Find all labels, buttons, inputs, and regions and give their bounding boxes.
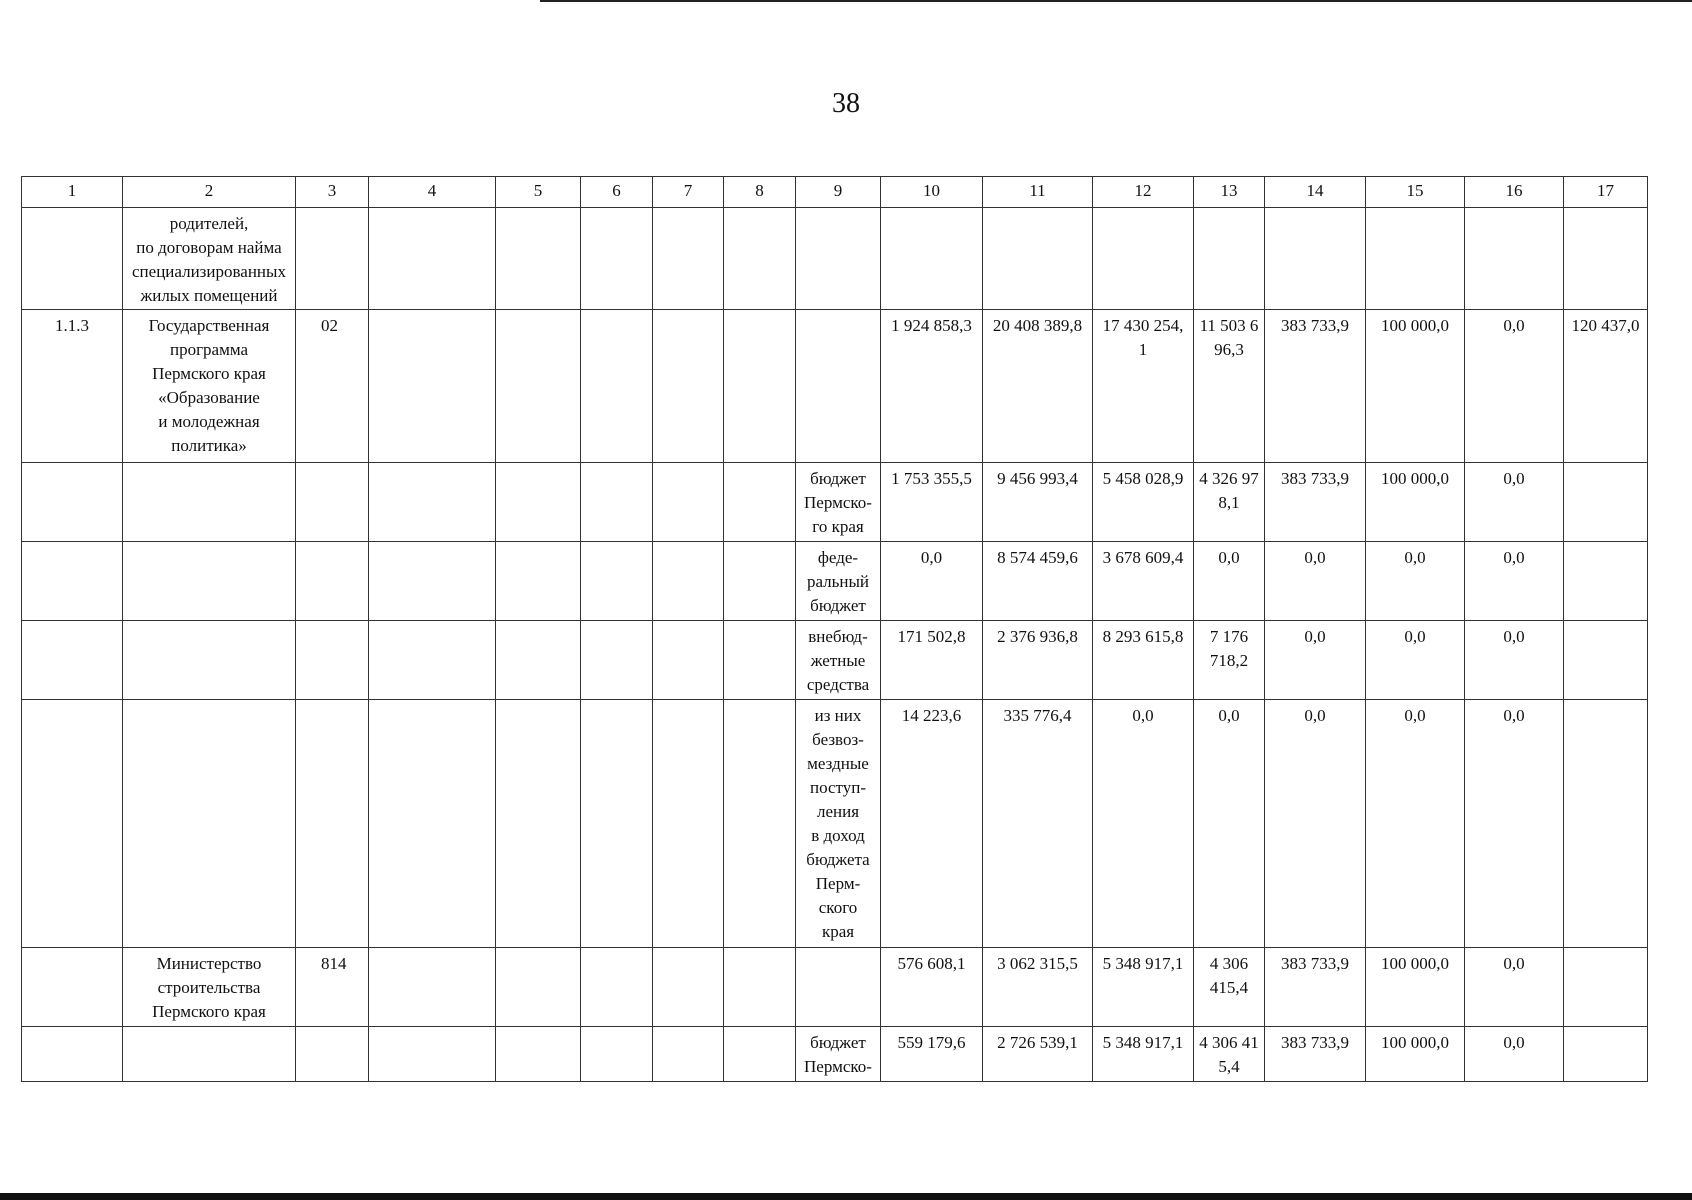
table-cell: 171 502,8 — [881, 621, 983, 700]
table-cell: 3 678 609,4 — [1093, 542, 1194, 621]
column-header: 11 — [983, 177, 1093, 208]
table-cell — [581, 208, 653, 310]
table-row — [22, 208, 1648, 310]
table-cell — [296, 463, 369, 542]
column-header: 6 — [581, 177, 653, 208]
table-cell — [983, 208, 1093, 310]
table-cell — [581, 463, 653, 542]
column-header: 8 — [724, 177, 796, 208]
table-cell: 4 306 415,4 — [1194, 948, 1265, 1027]
table-cell: 5 458 028,9 — [1093, 463, 1194, 542]
table-cell — [724, 208, 796, 310]
table-cell — [22, 700, 123, 948]
table-cell — [724, 310, 796, 463]
table-cell: 0,0 — [1265, 542, 1366, 621]
column-header: 13 — [1194, 177, 1265, 208]
table-cell — [496, 310, 581, 463]
column-header: 5 — [496, 177, 581, 208]
table-cell: 1.1.3 — [22, 310, 123, 463]
table-cell — [22, 208, 123, 310]
table-cell — [1564, 700, 1648, 948]
table-cell — [22, 621, 123, 700]
table-row — [22, 310, 1648, 463]
table-cell: 9 456 993,4 — [983, 463, 1093, 542]
table-cell: 383 733,9 — [1265, 463, 1366, 542]
table-cell: 02 — [296, 310, 369, 463]
table-cell — [123, 463, 296, 542]
table-cell — [1564, 463, 1648, 542]
table-cell: 576 608,1 — [881, 948, 983, 1027]
table-cell — [123, 1027, 296, 1082]
table-cell: 2 376 936,8 — [983, 621, 1093, 700]
table-cell — [1093, 208, 1194, 310]
table-cell: 0,0 — [1366, 700, 1465, 948]
column-header: 17 — [1564, 177, 1648, 208]
table-cell — [653, 208, 724, 310]
table-cell: 100 000,0 — [1366, 1027, 1465, 1082]
table-cell: 0,0 — [1194, 542, 1265, 621]
table-cell: 8 293 615,8 — [1093, 621, 1194, 700]
budget-table — [21, 176, 1648, 1082]
table-cell — [724, 463, 796, 542]
table-cell — [653, 700, 724, 948]
table-cell: 0,0 — [1366, 621, 1465, 700]
table-cell: феде- ральный бюджет — [796, 542, 881, 621]
column-header: 2 — [123, 177, 296, 208]
table-cell: 7 176 718,2 — [1194, 621, 1265, 700]
table-row — [22, 1027, 1648, 1082]
table-cell — [653, 542, 724, 621]
table-cell — [369, 700, 496, 948]
table-cell — [296, 542, 369, 621]
column-header: 9 — [796, 177, 881, 208]
table-cell — [1194, 208, 1265, 310]
column-header: 15 — [1366, 177, 1465, 208]
table-cell: 3 062 315,5 — [983, 948, 1093, 1027]
table-cell — [369, 621, 496, 700]
table-cell — [581, 621, 653, 700]
table-cell: 559 179,6 — [881, 1027, 983, 1082]
table-cell: 4 326 97 8,1 — [1194, 463, 1265, 542]
table-cell — [123, 700, 296, 948]
table-cell — [581, 948, 653, 1027]
table-cell: 100 000,0 — [1366, 948, 1465, 1027]
table-cell: 5 348 917,1 — [1093, 1027, 1194, 1082]
table-cell: 20 408 389,8 — [983, 310, 1093, 463]
table-cell — [369, 542, 496, 621]
table-cell — [496, 542, 581, 621]
table-cell: 0,0 — [1465, 1027, 1564, 1082]
table-cell — [653, 621, 724, 700]
table-cell: 120 437,0 — [1564, 310, 1648, 463]
column-header: 14 — [1265, 177, 1366, 208]
table-cell: 17 430 254, 1 — [1093, 310, 1194, 463]
column-header: 1 — [22, 177, 123, 208]
table-cell — [123, 542, 296, 621]
table-cell: Государственная программа Пермского края «Образование и молодежная политика» — [123, 310, 296, 463]
table-cell — [1564, 542, 1648, 621]
table-cell — [369, 463, 496, 542]
table-cell — [496, 700, 581, 948]
table-cell: 383 733,9 — [1265, 1027, 1366, 1082]
table-cell: 0,0 — [1194, 700, 1265, 948]
table-cell — [1265, 208, 1366, 310]
table-cell: 814 — [296, 948, 369, 1027]
table-cell: 1 753 355,5 — [881, 463, 983, 542]
table-cell — [296, 700, 369, 948]
table-cell — [296, 621, 369, 700]
table-cell: 0,0 — [1465, 948, 1564, 1027]
table-cell — [369, 1027, 496, 1082]
table-cell: 4 306 41 5,4 — [1194, 1027, 1265, 1082]
table-cell — [581, 1027, 653, 1082]
table-row — [22, 621, 1648, 700]
table-cell: 0,0 — [1265, 700, 1366, 948]
bottom-scan-edge — [0, 1193, 1692, 1200]
table-cell: 0,0 — [1366, 542, 1465, 621]
table-row — [22, 463, 1648, 542]
table-cell: 383 733,9 — [1265, 948, 1366, 1027]
table-cell — [653, 948, 724, 1027]
table-cell: 1 924 858,3 — [881, 310, 983, 463]
table-cell — [724, 948, 796, 1027]
table-cell — [296, 208, 369, 310]
column-header: 7 — [653, 177, 724, 208]
column-header: 12 — [1093, 177, 1194, 208]
table-cell — [369, 948, 496, 1027]
table-cell — [1564, 208, 1648, 310]
table-cell — [496, 948, 581, 1027]
table-cell — [496, 208, 581, 310]
page-number: 38 — [832, 88, 860, 119]
table-cell — [123, 621, 296, 700]
table-cell: из них безвоз- мездные поступ- ления в доход бюджета Перм- ского края — [796, 700, 881, 948]
table-cell — [369, 310, 496, 463]
header-row — [22, 177, 1648, 208]
table-cell: 335 776,4 — [983, 700, 1093, 948]
table-cell — [796, 948, 881, 1027]
table-cell: 0,0 — [1465, 463, 1564, 542]
table-cell — [496, 621, 581, 700]
table-cell: внебюд- жетные средства — [796, 621, 881, 700]
table-cell — [1564, 948, 1648, 1027]
table-row — [22, 700, 1648, 948]
table-cell — [653, 310, 724, 463]
table-cell — [1564, 621, 1648, 700]
table-cell — [1465, 208, 1564, 310]
table-cell — [881, 208, 983, 310]
table-cell — [22, 1027, 123, 1082]
table-cell: 100 000,0 — [1366, 310, 1465, 463]
table-cell — [369, 208, 496, 310]
table-cell: бюджет Пермско- го края — [796, 463, 881, 542]
table-cell: 0,0 — [1465, 621, 1564, 700]
table-cell: 0,0 — [1465, 542, 1564, 621]
table-cell: 0,0 — [1093, 700, 1194, 948]
table-cell — [296, 1027, 369, 1082]
table-cell — [1366, 208, 1465, 310]
table-cell — [22, 463, 123, 542]
table-cell: родителей, по договорам найма специализированных жилых помещений — [123, 208, 296, 310]
table-cell: 0,0 — [1465, 310, 1564, 463]
table-cell: Министерство строительства Пермского края — [123, 948, 296, 1027]
table-cell — [496, 463, 581, 542]
table-cell — [581, 310, 653, 463]
table-cell — [1564, 1027, 1648, 1082]
table-cell: 0,0 — [881, 542, 983, 621]
table-cell: 100 000,0 — [1366, 463, 1465, 542]
table-cell — [796, 208, 881, 310]
column-header: 10 — [881, 177, 983, 208]
table-cell: 0,0 — [1465, 700, 1564, 948]
table-cell — [724, 542, 796, 621]
table-cell — [496, 1027, 581, 1082]
table-cell — [653, 463, 724, 542]
table-cell: 8 574 459,6 — [983, 542, 1093, 621]
table-cell — [796, 310, 881, 463]
table-cell — [724, 700, 796, 948]
table-cell — [22, 948, 123, 1027]
top-border-line — [540, 0, 1692, 2]
column-header: 16 — [1465, 177, 1564, 208]
table-row — [22, 542, 1648, 621]
table-cell: 383 733,9 — [1265, 310, 1366, 463]
table-cell — [581, 700, 653, 948]
table-cell: 5 348 917,1 — [1093, 948, 1194, 1027]
table-cell — [724, 621, 796, 700]
table-cell — [581, 542, 653, 621]
table-cell: 2 726 539,1 — [983, 1027, 1093, 1082]
table-cell — [724, 1027, 796, 1082]
table-cell: 0,0 — [1265, 621, 1366, 700]
table-cell: 11 503 6 96,3 — [1194, 310, 1265, 463]
table-row — [22, 948, 1648, 1027]
table-cell — [653, 1027, 724, 1082]
table-cell: 14 223,6 — [881, 700, 983, 948]
table-cell — [22, 542, 123, 621]
column-header: 3 — [296, 177, 369, 208]
column-header: 4 — [369, 177, 496, 208]
table-cell: бюджет Пермско- — [796, 1027, 881, 1082]
